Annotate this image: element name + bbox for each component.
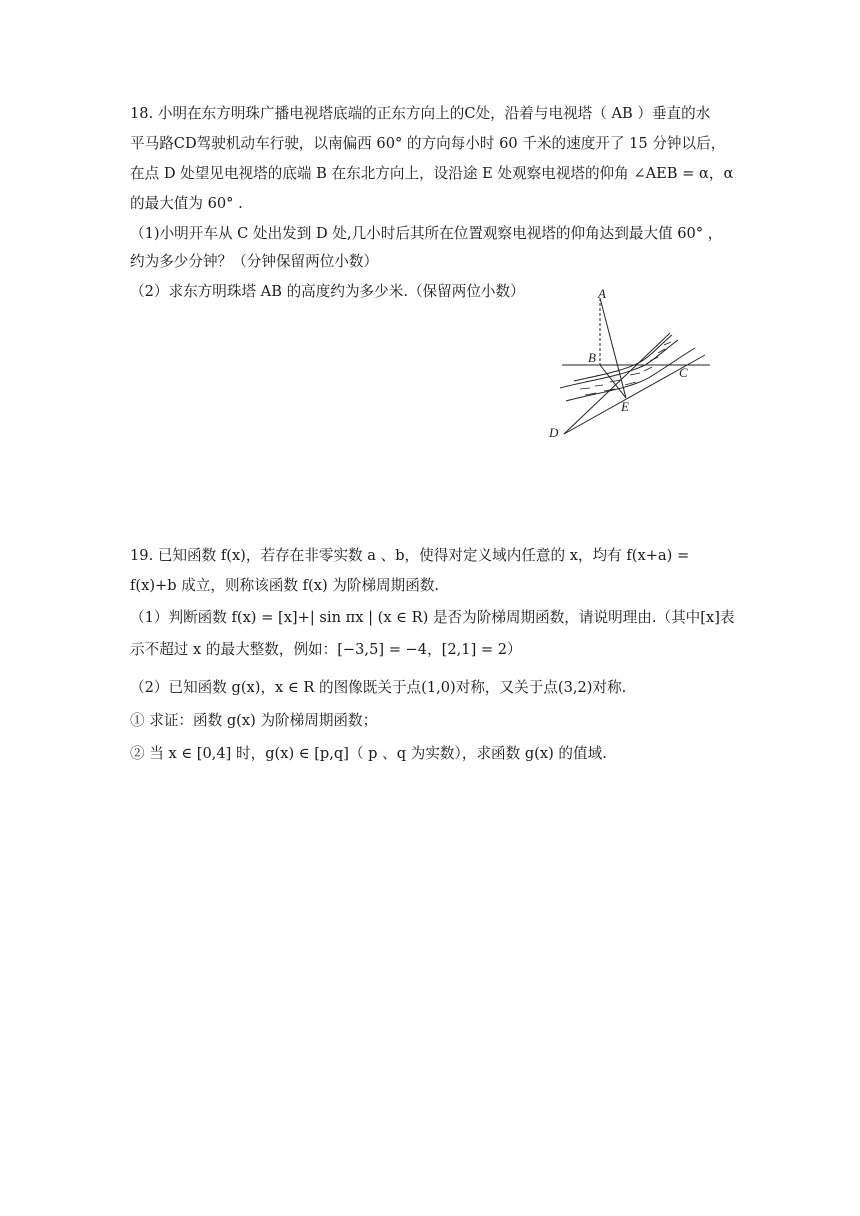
line-ae	[600, 298, 626, 398]
p18-line-3: 在点 D 处望见电视塔的底端 B 在东北方向上，设沿途 E 处观察电视塔的仰角 ∠AEB = α，α	[130, 165, 734, 182]
label-b: B	[588, 350, 596, 365]
tower-figure	[540, 285, 720, 445]
label-e: E	[621, 399, 629, 414]
label-c: C	[679, 365, 688, 380]
p19-part2-item-1: ① 求证：函数 g(x) 为阶梯周期函数；	[130, 712, 378, 729]
p19-part2-line: （2）已知函数 g(x)，x ∈ R 的图像既关于点(1,0)对称，又关于点(3,2)对称.	[130, 679, 627, 696]
p19-part2-item-2: ② 当 x ∈ [0,4] 时，g(x) ∈ [p,q]（ p 、q 为实数），求函数 g(x) 的值域.	[130, 745, 607, 762]
p19-part1-line-1: （1）判断函数 f(x) = [x]+| sin πx | (x ∈ R) 是否为阶梯周期函数，请说明理由.（其中[x]表	[130, 609, 735, 626]
river-bank-lower	[560, 340, 678, 388]
p19-line-2: f(x)+b 成立，则称该函数 f(x) 为阶梯周期函数.	[130, 577, 440, 594]
p19-line-1: 19. 已知函数 f(x)，若存在非零实数 a 、b，使得对定义域内任意的 x，均有 f(x+a) =	[130, 547, 690, 564]
p18-part1-line-1: （1)小明开车从 C 处出发到 D 处,几小时后其所在位置观察电视塔的仰角达到最大值 60° ，	[130, 225, 723, 242]
label-a: A	[598, 286, 606, 301]
p18-line-2: 平马路CD驾驶机动车行驶，以南偏西 60° 的方向每小时 60 千米的速度开了 15 分钟以后，	[130, 135, 726, 152]
p18-part2-line: （2）求东方明珠塔 AB 的高度约为多少米.（保留两位小数）	[130, 283, 525, 300]
p18-part1-line-2: 约为多少分钟？（分钟保留两位小数）	[130, 253, 379, 270]
p19-part1-line-2: 示不超过 x 的最大整数，例如：[−3,5] = −4，[2,1] = 2）	[130, 641, 522, 658]
p18-line-1: 18. 小明在东方明珠广播电视塔底端的正东方向上的C处，沿着与电视塔（ AB ）垂直的水	[130, 105, 711, 122]
label-d: D	[549, 425, 559, 440]
p18-line-4: 的最大值为 60° .	[130, 195, 243, 212]
